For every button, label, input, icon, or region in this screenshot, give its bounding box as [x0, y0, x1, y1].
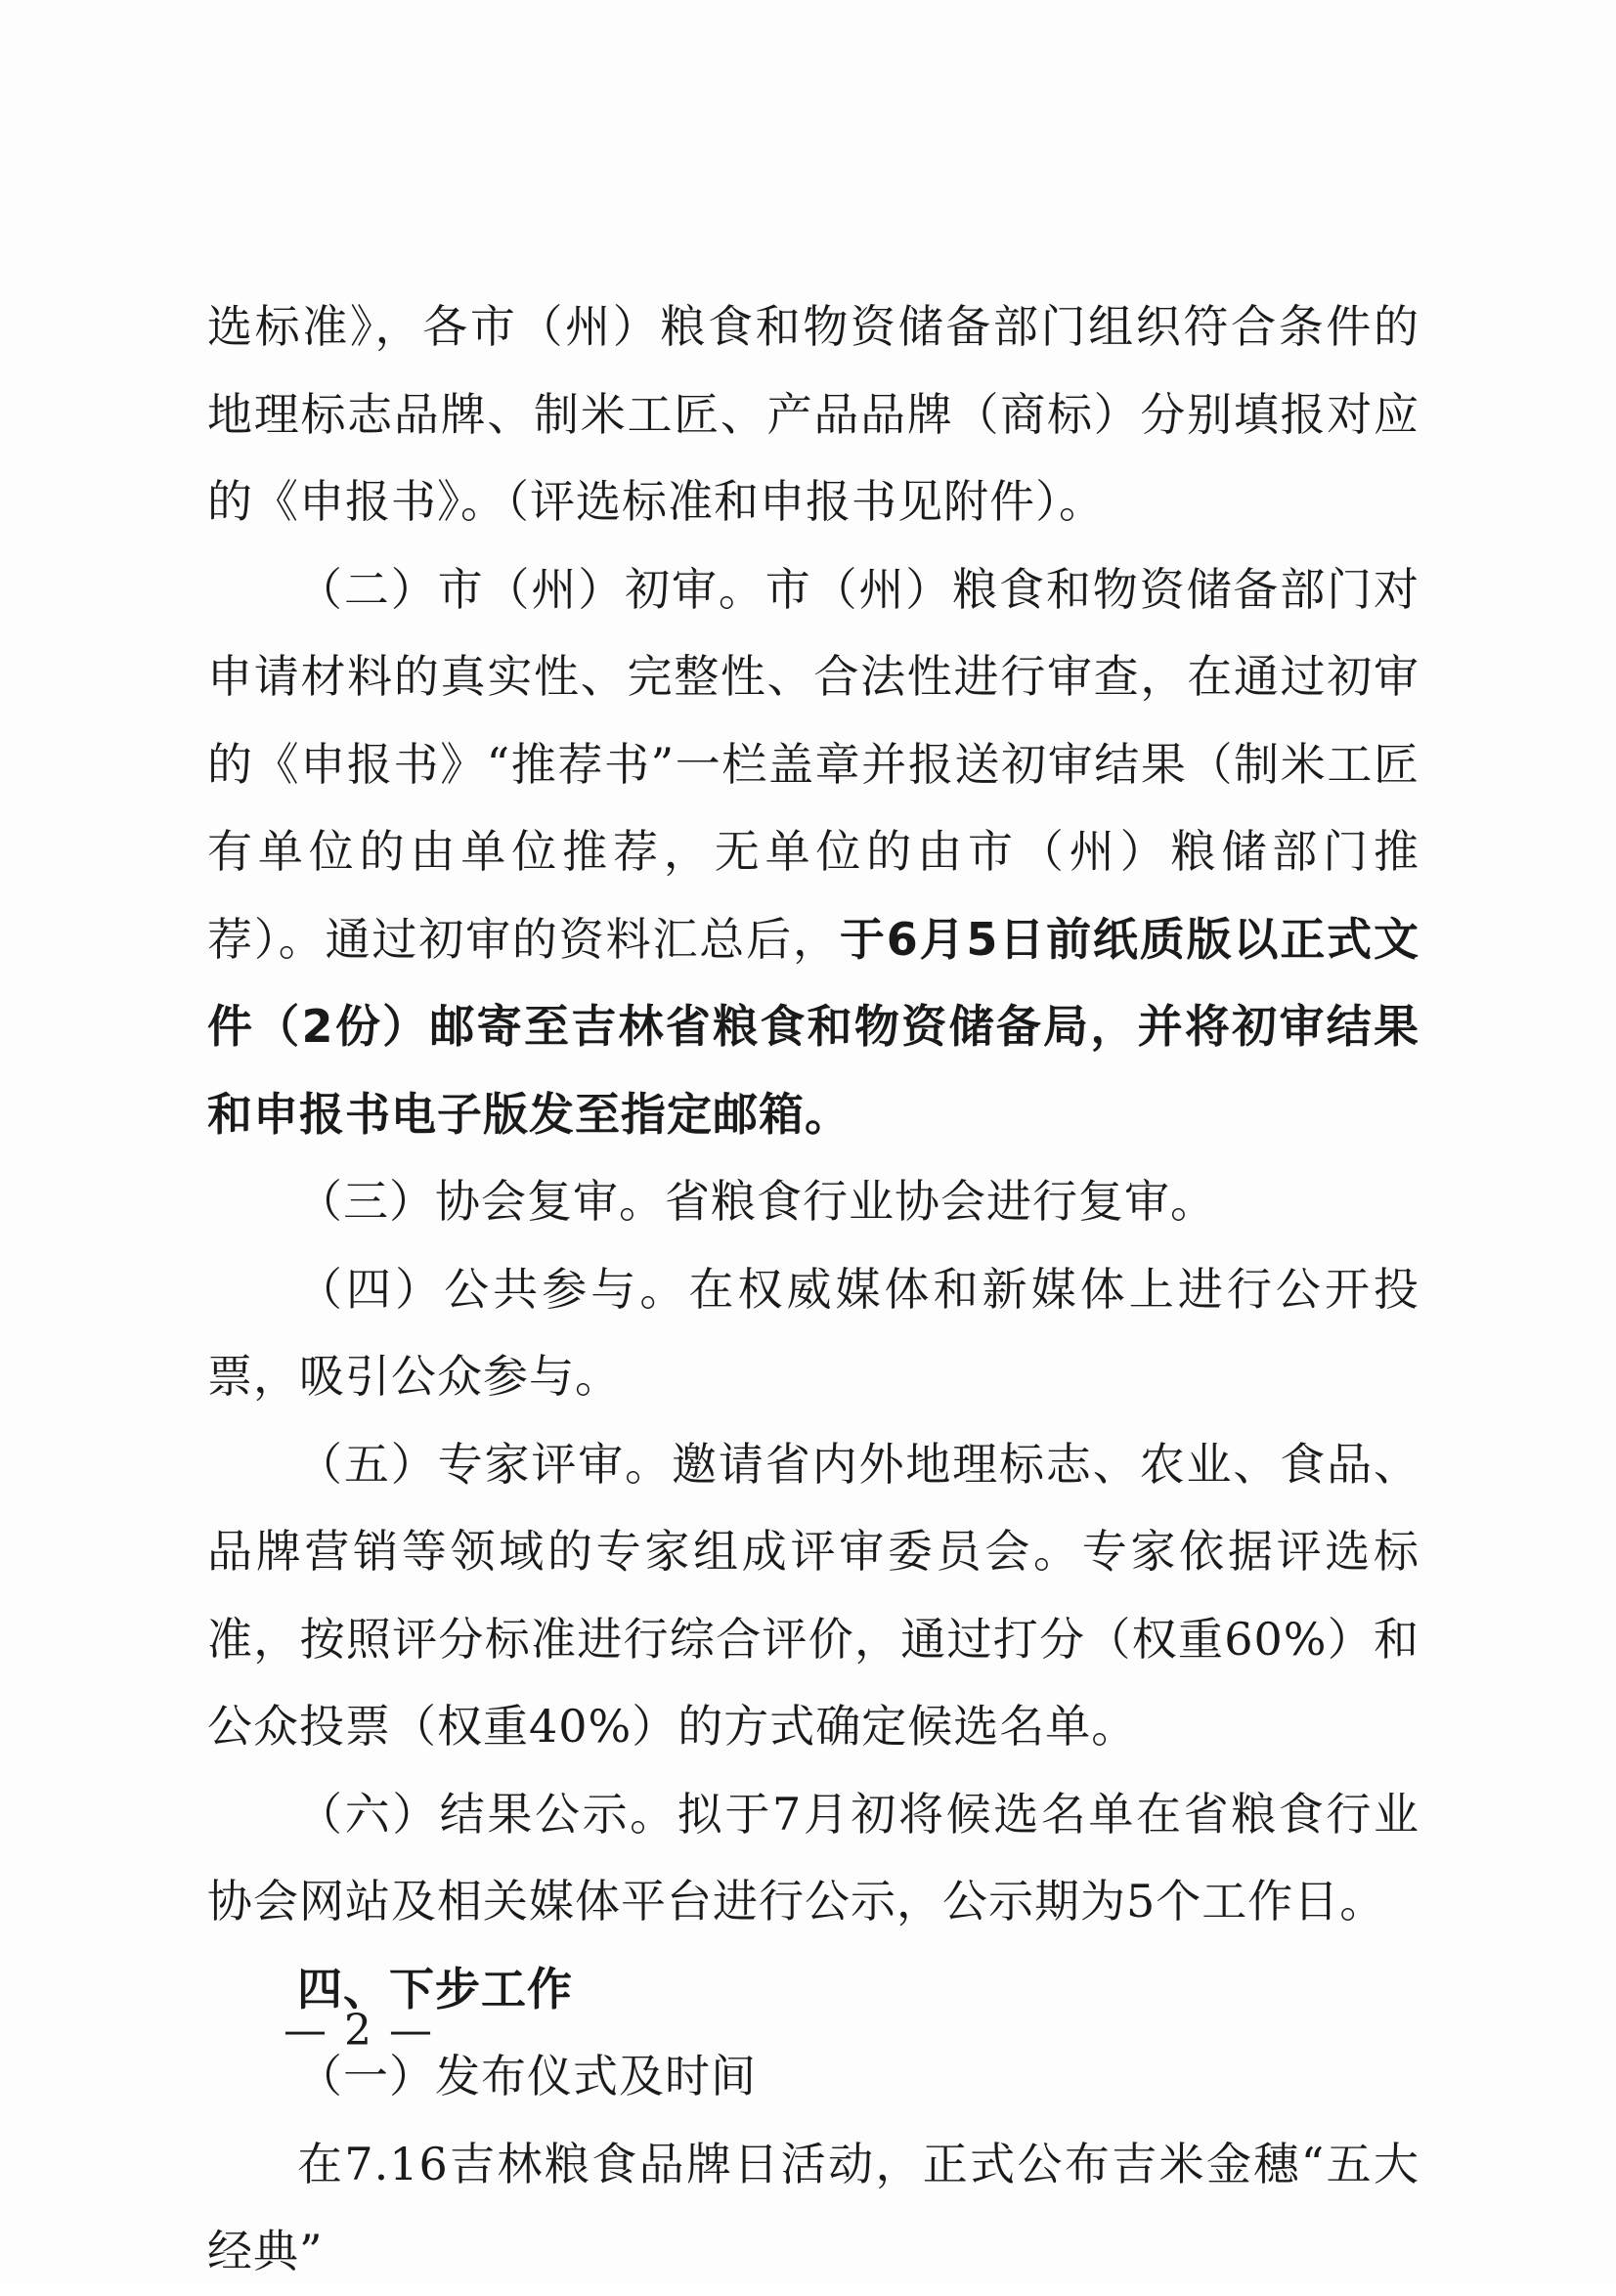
paragraph-city-review — [207, 546, 1419, 1159]
paragraph-heading: （六）结果公示。 — [297, 1787, 677, 1841]
paragraph-heading: （三）协会复审。 — [297, 1175, 665, 1228]
paragraph-text: 省粮食行业协会进行复审。 — [665, 1175, 1216, 1228]
paragraph-expert-review — [207, 1421, 1419, 1771]
paragraph-text: 拟于7月初将候选名单在省粮食行业协会网站及相关媒体平台进行公示，公示期为5个工作日。 — [207, 1787, 1419, 1928]
paragraph-text: 在权威媒体和新媒体上进行公开投票，吸引公众参与。 — [207, 1262, 1420, 1403]
paragraph-public-participation — [207, 1246, 1419, 1421]
document-body — [207, 283, 1419, 2296]
paragraph-heading: （五）专家评审。 — [297, 1437, 672, 1491]
paragraph-text: 市（州）粮食和物资储备部门对申请材料的真实性、完整性、合法性进行审查，在通过初审的《申报书》“推荐书”一栏盖章并报送初审结果（制米工匠有单位的由单位推荐，无单位的由市（州）粮储部门推荐）。通过初审的资料汇总后， — [207, 562, 1420, 966]
paragraph-continuation: 选标准》，各市（州）粮食和物资储备部门组织符合条件的地理标志品牌、制米工匠、产品品牌（商标）分别填报对应的《申报书》。（评选标准和申报书见附件）。 — [207, 300, 1419, 528]
paragraph-text: 邀请省内外地理标志、农业、食品、品牌营销等领域的专家组成评审委员会。专家依据评选标准，按照评分标准进行综合评价，通过打分（权重60%）和公众投票（权重40%）的方式确定候选名单。 — [207, 1437, 1420, 1753]
section-heading-next-steps: 四、下步工作 — [297, 1962, 573, 2015]
paragraph-bold-text: 于6月5日前纸质版以正式文件（2份）邮寄至吉林省粮食和物资储备局，并将初审结果和申报书电子版发至指定邮箱。 — [207, 912, 1420, 1141]
paragraph-heading: （四）公共参与。 — [297, 1262, 689, 1316]
sub-heading-ceremony: （一）发布仪式及时间 — [297, 2050, 757, 2102]
page-number: — 2 — — [284, 2006, 434, 2056]
paragraph-result-announcement — [207, 1771, 1419, 1946]
paragraph-association-review — [207, 1158, 1419, 1246]
paragraph-ceremony-text: 在7.16吉林粮食品牌日活动，正式公布吉米金穗“五大经典” — [207, 2137, 1419, 2277]
paragraph-heading: （二）市（州）初审。 — [297, 562, 765, 616]
